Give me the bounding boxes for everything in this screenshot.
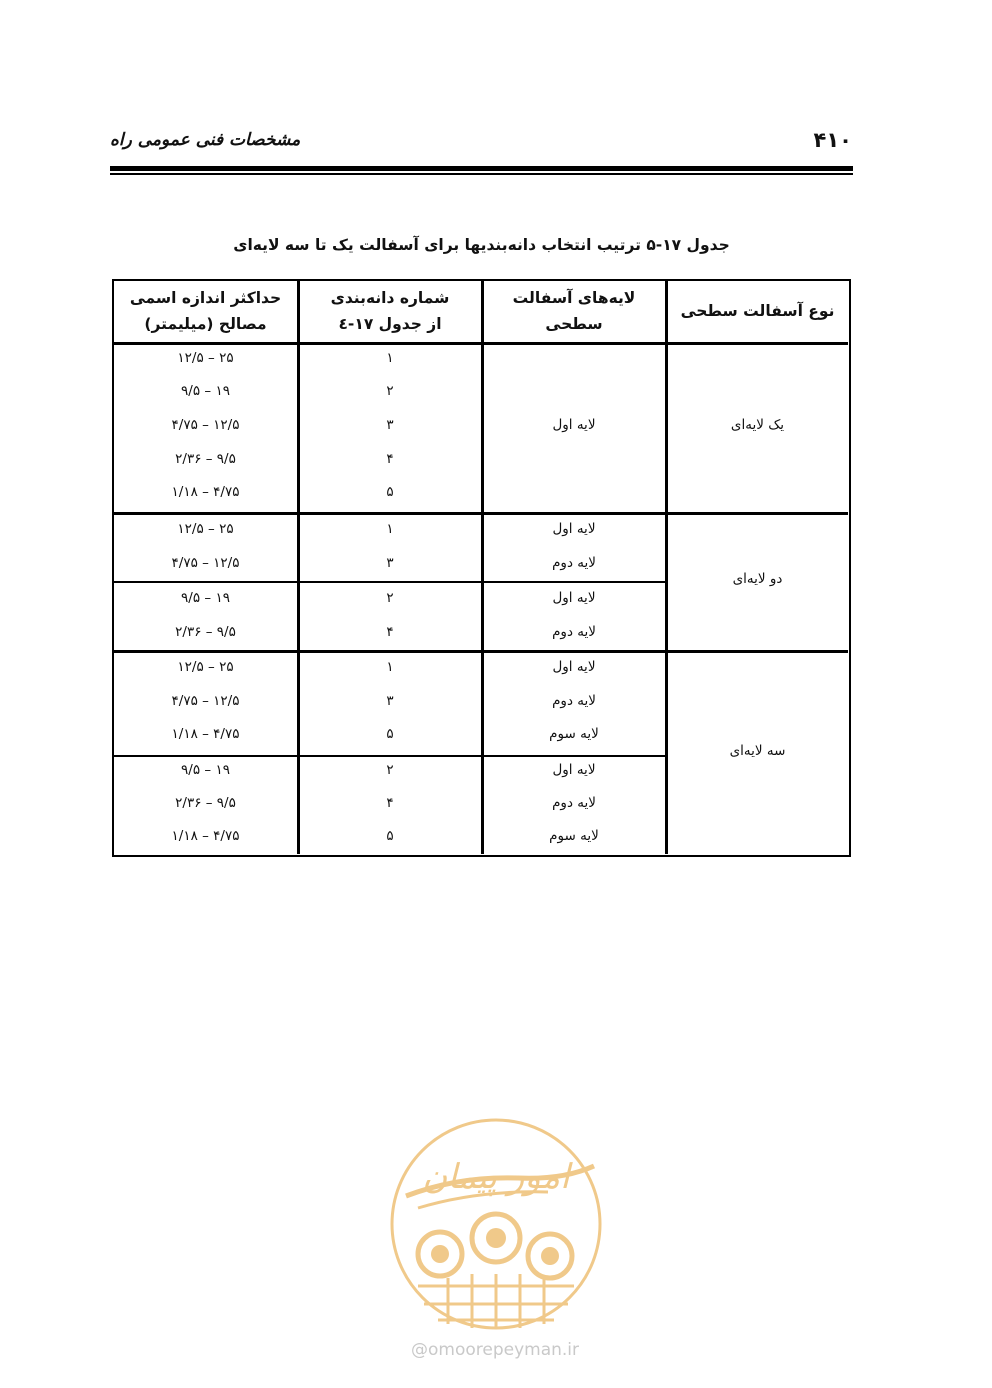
gradation-cell: ۱ bbox=[386, 521, 394, 537]
size-cell: ۹/۵ – ۲/۳۶ bbox=[175, 451, 236, 467]
column-divider bbox=[665, 281, 668, 854]
gradation-cell: ۵ bbox=[386, 726, 394, 742]
layer-cell: لایه دوم bbox=[552, 624, 596, 640]
header-gradation: شماره دانه‌بندی از جدول ۱۷-٤ bbox=[330, 289, 450, 333]
subgroup-separator bbox=[114, 755, 667, 757]
size-cell: ۱۲/۵ – ۴/۷۵ bbox=[171, 555, 240, 571]
size-cell: ۲۵ – ۱۲/۵ bbox=[177, 521, 234, 537]
layer-cell: لایه اول bbox=[552, 659, 596, 675]
watermark-logo bbox=[388, 1118, 604, 1344]
layer-cell: لایه سوم bbox=[549, 726, 599, 742]
size-cell: ۱۹ – ۹/۵ bbox=[181, 762, 230, 778]
watermark-site: @omoorepeyman.ir bbox=[410, 1340, 580, 1360]
type-cell: یک لایه‌ای bbox=[730, 417, 785, 433]
gradation-cell: ۲ bbox=[386, 383, 394, 399]
header-rule bbox=[114, 342, 848, 345]
size-cell: ۲۵ – ۱۲/۵ bbox=[177, 350, 234, 366]
gradation-cell: ۳ bbox=[386, 555, 394, 571]
table-caption: جدول ۱۷-۵ ترتیب انتخاب دانه‌بندیها برای آسفالت یک تا سه لایه‌ای bbox=[233, 236, 730, 254]
layer-cell: لایه اول bbox=[552, 590, 596, 606]
layer-cell: لایه دوم bbox=[552, 555, 596, 571]
gradation-table bbox=[112, 279, 851, 857]
logo-lettering: امور پیمان bbox=[422, 1157, 570, 1197]
header-layers: لایه‌های آسفالت سطحی bbox=[512, 289, 636, 333]
gradation-cell: ۴ bbox=[386, 451, 394, 467]
layer-cell: لایه اول bbox=[552, 762, 596, 778]
size-cell: ۱۹ – ۹/۵ bbox=[181, 383, 230, 399]
layer-cell: لایه سوم bbox=[549, 828, 599, 844]
header-type: نوع آسفالت سطحی bbox=[680, 302, 835, 320]
group-separator bbox=[114, 512, 848, 515]
size-cell: ۱۲/۵ – ۴/۷۵ bbox=[171, 417, 240, 433]
gradation-cell: ۲ bbox=[386, 590, 394, 606]
running-title: مشخصات فنی عمومی راه bbox=[110, 130, 301, 150]
size-cell: ۴/۷۵ – ۱/۱۸ bbox=[171, 828, 240, 844]
gradation-cell: ۵ bbox=[386, 828, 394, 844]
group-separator bbox=[114, 650, 848, 653]
size-cell: ۱۲/۵ – ۴/۷۵ bbox=[171, 693, 240, 709]
layer-cell: لایه اول bbox=[552, 521, 596, 537]
size-cell: ۴/۷۵ – ۱/۱۸ bbox=[171, 726, 240, 742]
gradation-cell: ۱ bbox=[386, 659, 394, 675]
type-cell: سه لایه‌ای bbox=[729, 743, 786, 759]
gradation-cell: ۳ bbox=[386, 693, 394, 709]
size-cell: ۲۵ – ۱۲/۵ bbox=[177, 659, 234, 675]
gradation-cell: ۴ bbox=[386, 795, 394, 811]
header-rule-thin bbox=[110, 173, 853, 175]
size-cell: ۹/۵ – ۲/۳۶ bbox=[175, 795, 236, 811]
header-rule-thick bbox=[110, 166, 853, 171]
layer-cell: لایه دوم bbox=[552, 693, 596, 709]
gradation-cell: ۳ bbox=[386, 417, 394, 433]
size-cell: ۱۹ – ۹/۵ bbox=[181, 590, 230, 606]
type-cell: دو لایه‌ای bbox=[732, 571, 783, 587]
watermark-emblem bbox=[388, 1118, 604, 1344]
gradation-cell: ۵ bbox=[386, 484, 394, 500]
gradation-cell: ۱ bbox=[386, 350, 394, 366]
subgroup-separator bbox=[114, 581, 667, 583]
size-cell: ۹/۵ – ۲/۳۶ bbox=[175, 624, 236, 640]
header-max-size: حداکثر اندازه اسمی مصالح (میلیمتر) bbox=[129, 289, 282, 333]
layer-cell: لایه اول bbox=[552, 417, 596, 433]
size-cell: ۴/۷۵ – ۱/۱۸ bbox=[171, 484, 240, 500]
layer-cell: لایه دوم bbox=[552, 795, 596, 811]
gradation-cell: ۴ bbox=[386, 624, 394, 640]
gradation-cell: ۲ bbox=[386, 762, 394, 778]
page-number: ۴۱۰ bbox=[813, 128, 852, 152]
